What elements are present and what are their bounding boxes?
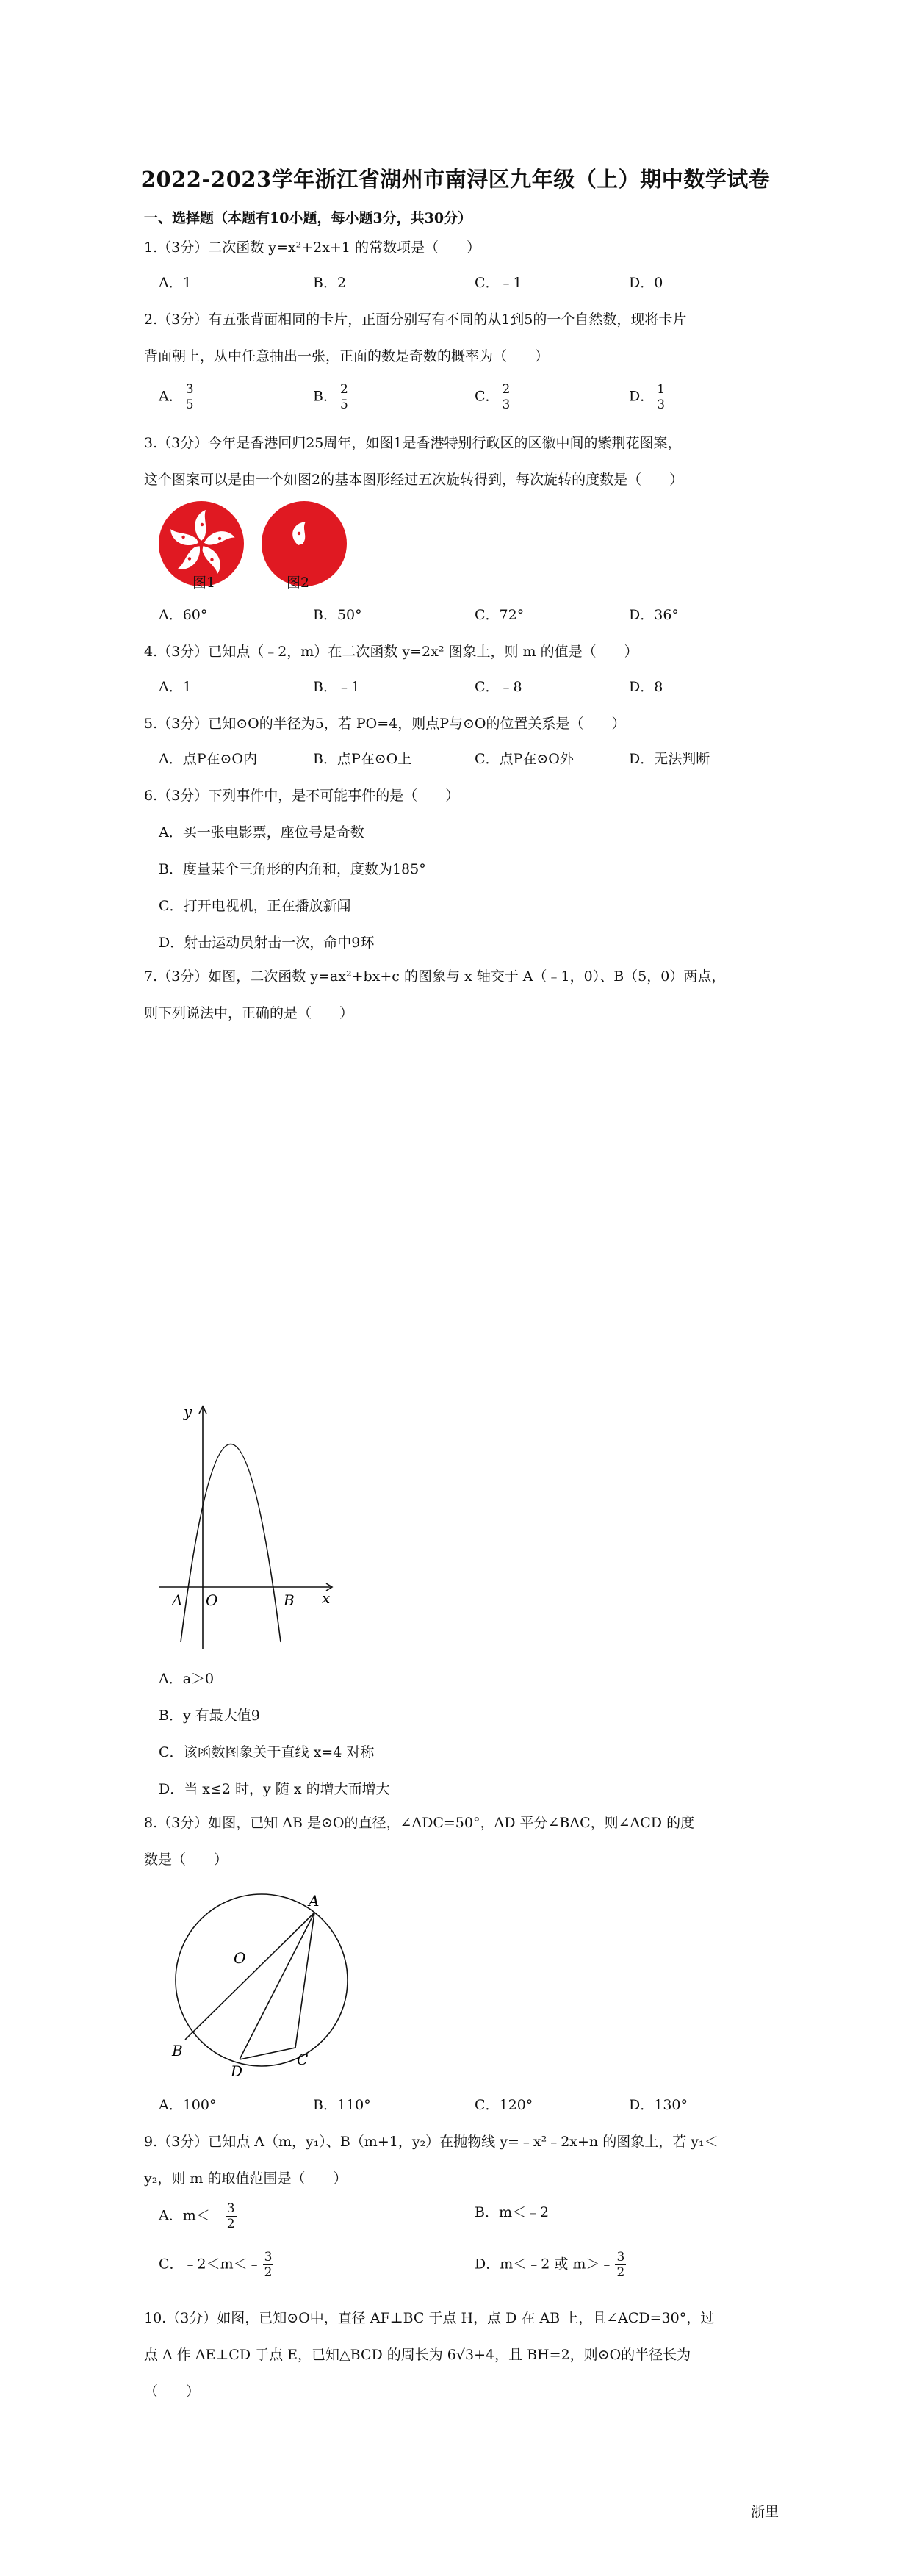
denominator: 2 [616,2265,625,2280]
option-b[interactable]: B．y 有最大值9 [159,1708,260,1724]
parabola-graph [154,1396,345,1661]
point-b-label: B [172,2042,183,2059]
question-stem: 6.（3分）下列事件中，是不可能事件的是（ ） [144,788,460,804]
fraction [339,382,350,412]
question-stem-line-2: 数是（ ） [144,1852,228,1868]
option-c[interactable]: C．﹣8 [475,679,522,695]
question-stem-line-1: 8.（3分）如图，已知 AB 是⊙O的直径，∠ADC=50°，AD 平分∠BAC，则∠ACD 的度 [144,1815,695,1831]
option-d[interactable]: D．当 x≤2 时，y 随 x 的增大而增大 [159,1781,390,1797]
option-b[interactable]: B．110° [313,2097,371,2113]
point-b-label: B [284,1591,295,1609]
question-stem: 1.（3分）二次函数 y=x²+2x+1 的常数项是（ ） [144,240,481,256]
point-d-label: D [231,2062,243,2079]
question-stem-line-1: 7.（3分）如图，二次函数 y=ax²+bx+c 的图象与 x 轴交于 A（﹣1，0）、B（5，0）两点， [144,968,726,985]
option-b[interactable]: B．50° [313,607,362,623]
option-a[interactable] [159,382,197,412]
numerator: 2 [502,382,511,397]
fraction [615,2250,626,2280]
question-6 [144,777,783,814]
denominator: 2 [226,2217,235,2231]
numerator: 1 [657,382,666,397]
option-a[interactable]: A．买一张电影票，座位号是奇数 [159,824,364,841]
option-expression: ﹣2＜m＜﹣ [183,2256,262,2273]
figure-2-caption: 图2 [287,575,310,591]
option-b[interactable]: B．m＜﹣2 [475,2204,550,2220]
denominator: 3 [502,397,511,412]
numerator: 3 [616,2250,625,2264]
option-c[interactable] [475,382,513,412]
circle-o [176,1894,348,2066]
option-c[interactable]: C．﹣1 [475,275,522,291]
page-title: 2022-2023学年浙江省湖州市南浔区九年级（上）期中数学试卷 [140,167,771,192]
option-label: C． [159,2256,184,2273]
option-label: A． [159,388,183,405]
question-stem-line-2: 背面朝上，从中任意抽出一张，正面的数是奇数的概率为（ ） [144,348,550,364]
option-d[interactable]: D．无法判断 [629,751,710,767]
origin-label: O [206,1591,218,1609]
question-stem-line-2: 则下列说法中，正确的是（ ） [144,1005,354,1021]
point-c-label: C [297,2051,309,2068]
figure-1-caption: 图1 [192,575,216,591]
option-d[interactable]: D．射击运动员射击一次，命中9环 [159,935,375,951]
option-a[interactable]: A．点P在⊙O内 [159,751,258,767]
segment-dc [240,2048,295,2059]
section-heading: 一、选择题（本题有10小题，每小题3分，共30分） [144,210,472,226]
question-6-options [159,814,426,961]
question-stem-line-1: 3.（3分）今年是香港回归25周年，如图1是香港特别行政区的区徽中间的紫荆花图案， [144,435,682,451]
bauhinia-figures [157,500,356,595]
option-d[interactable] [629,382,668,412]
option-b[interactable]: B．度量某个三角形的内角和，度数为185° [159,861,426,877]
point-a-label: A [309,1892,320,1910]
option-c[interactable]: C．72° [475,607,525,623]
fraction [263,2250,274,2280]
numerator: 3 [185,382,194,397]
question-5 [144,705,783,742]
question-2 [144,301,783,375]
denominator: 5 [339,397,348,412]
question-stem: 4.（3分）已知点（﹣2，m）在二次函数 y=2x² 图象上，则 m 的值是（ ） [144,644,638,660]
numerator: 3 [226,2201,235,2216]
x-axis-label: x [322,1589,331,1607]
segment-ad [240,1913,314,2059]
option-a[interactable]: A．a＞0 [159,1671,215,1687]
option-d[interactable]: D．8 [629,679,663,695]
option-a[interactable] [159,2201,238,2231]
option-c[interactable]: C．点P在⊙O外 [475,751,574,767]
option-label: A． [159,2207,183,2224]
question-stem-line-1: 9.（3分）已知点 A（m，y₁）、B（m+1，y₂）在抛物线 y=﹣x²﹣2x+n 的图象上，若 y₁＜ [144,2134,719,2150]
page-footer: 浙里 [750,2504,779,2520]
option-a[interactable]: A．1 [159,679,192,695]
question-stem-line-1: 2.（3分）有五张背面相同的卡片，正面分别写有不同的从1到5的一个自然数，现将卡片 [144,312,687,328]
question-stem-line-2: y₂，则 m 的取值范围是（ ） [144,2170,348,2187]
option-c[interactable]: C．打开电视机，正在播放新闻 [159,898,351,914]
question-3 [144,425,783,498]
option-b[interactable]: B．点P在⊙O上 [313,751,412,767]
denominator: 3 [657,397,666,412]
question-stem-line-2: 点 A 作 AE⊥CD 于点 E，已知△BCD 的周长为 6√3+4，且 BH=2，则⊙O的半径长为 [144,2347,691,2363]
option-d[interactable] [475,2250,627,2280]
fraction [184,382,195,412]
question-stem-line-2: 这个图案可以是由一个如图2的基本图形经过五次旋转得到，每次旋转的度数是（ ） [144,472,684,488]
diameter-ab [185,1913,314,2040]
question-4 [144,633,783,670]
question-7 [144,958,783,1032]
option-b[interactable] [313,382,351,412]
option-label: C． [475,388,500,405]
option-d[interactable]: D．0 [629,275,663,291]
option-d[interactable]: D．130° [629,2097,688,2113]
y-axis-label: y [184,1403,192,1420]
question-10 [144,2300,783,2410]
option-b[interactable]: B．2 [313,275,347,291]
fraction [501,382,512,412]
option-label: B． [313,388,337,405]
option-a[interactable]: A．100° [159,2097,217,2113]
question-stem-line-1: 10.（3分）如图，已知⊙O中，直径 AF⊥BC 于点 H，点 D 在 AB 上，且∠ACD=30°，过 [144,2310,715,2326]
option-expression: m＜﹣ [182,2207,224,2224]
option-label: D． [629,388,655,405]
option-b[interactable]: B．﹣1 [313,679,361,695]
option-a[interactable]: A．1 [159,275,192,291]
option-c[interactable]: C．该函数图象关于直线 x=4 对称 [159,1744,375,1760]
option-label: D． [475,2256,500,2273]
circle-geometry-figure [151,1888,364,2079]
question-stem-line-3: （ ） [144,2383,201,2400]
parabola-curve [181,1444,281,1643]
center-o-label: O [234,1949,246,1967]
question-7-options [159,1661,390,1807]
question-1 [144,229,783,266]
option-c[interactable] [159,2250,275,2280]
segment-ac [295,1913,314,2048]
fraction [655,382,666,412]
option-d[interactable]: D．36° [629,607,679,623]
denominator: 5 [185,397,194,412]
question-8 [144,1805,783,1878]
option-c[interactable]: C．120° [475,2097,533,2113]
numerator: 2 [339,382,348,397]
question-stem: 5.（3分）已知⊙O的半径为5，若 PO=4，则点P与⊙O的位置关系是（ ） [144,716,626,732]
denominator: 2 [264,2265,273,2280]
question-9 [144,2123,783,2197]
option-expression: m＜﹣2 或 m＞﹣ [500,2256,614,2273]
option-a[interactable]: A．60° [159,607,208,623]
fraction [226,2201,237,2231]
point-a-label: A [172,1591,183,1609]
numerator: 3 [264,2250,273,2264]
